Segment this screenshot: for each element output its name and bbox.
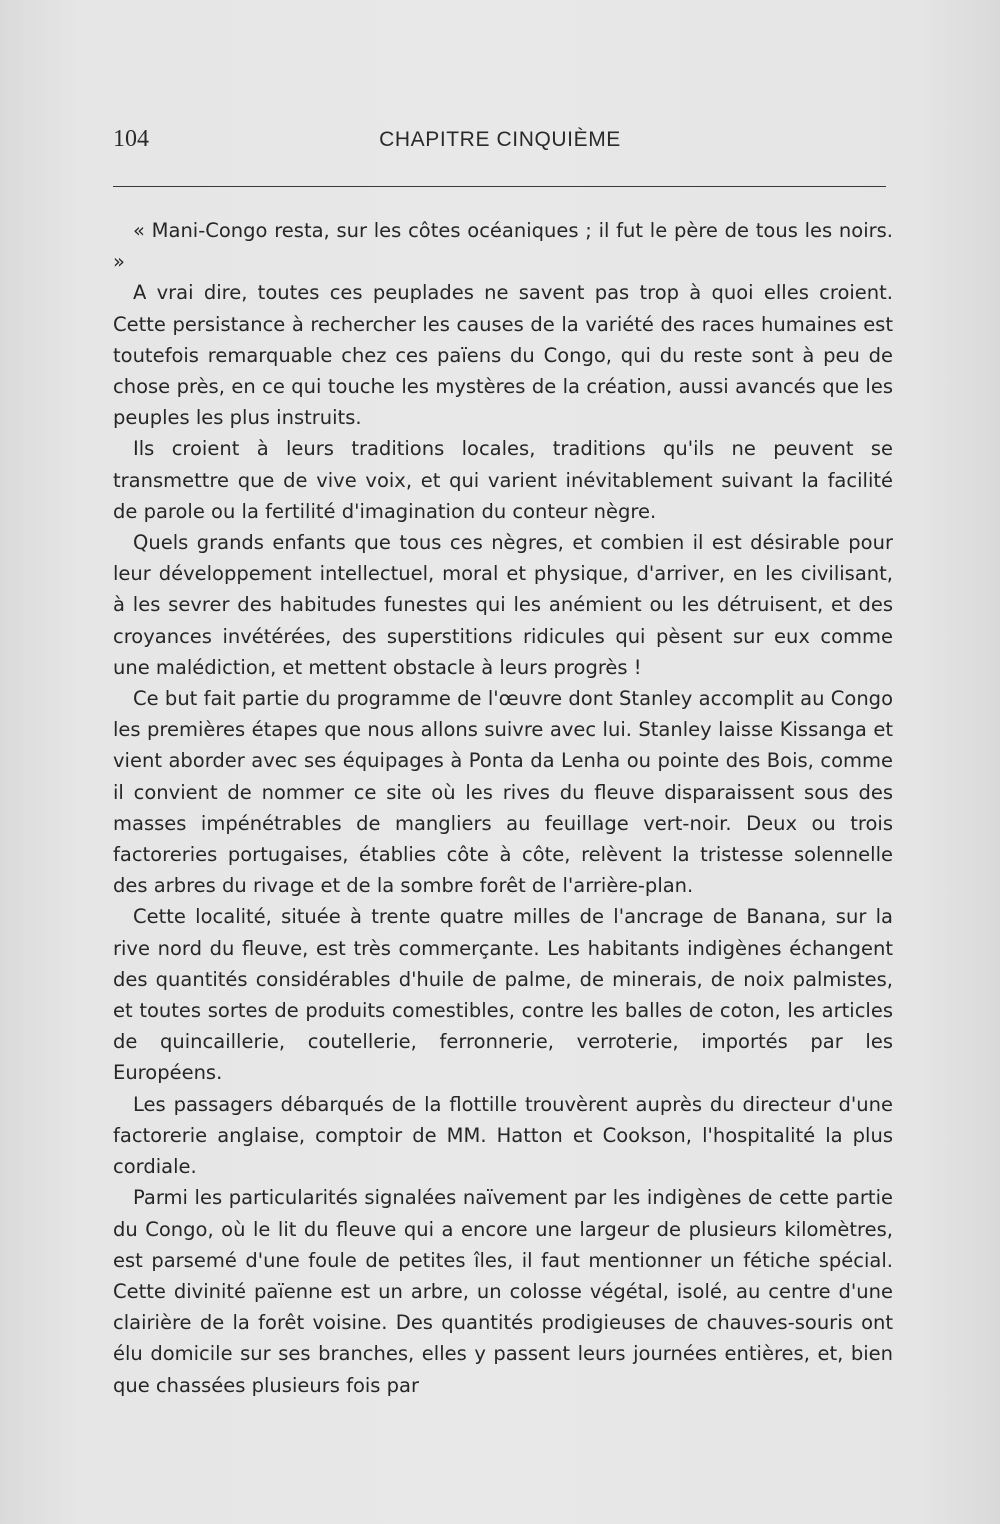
page-header	[113, 126, 887, 158]
paragraph: Parmi les particularités signalées naïvement par les indigènes de cette partie du Congo, où le lit du fleuve qui a encore une largeur de plusieurs kilomètres, est parsemé d'une foule de petites îles, il faut mentionner un fétiche spécial. Cette divinité païenne est un arbre, un colosse végétal, isolé, au centre d'une clairière de la forêt voisine. Des quantités prodigieuses de chauves-souris ont élu domicile sur ses branches, elles y passent leurs journées entières, et, bien que chassées plusieurs fois par	[113, 1186, 893, 1397]
page-number: 104	[113, 126, 149, 152]
paragraph: Quels grands enfants que tous ces nègres, et combien il est désirable pour leur développement intellectuel, moral et physique, d'arriver, en les civilisant, à les sevrer des habitudes funestes qui les anémient ou les détruisent, et des croyances invétérées, des superstitions ridicules qui pèsent sur eux comme une malédiction, et mettent obstacle à leurs progrès !	[113, 531, 893, 679]
header-rule	[113, 186, 886, 187]
body-text	[113, 215, 893, 1401]
paragraph: Ce but fait partie du programme de l'œuvre dont Stanley accomplit au Congo les premières étapes que nous allons suivre avec lui. Stanley laisse Kissanga et vient aborder avec ses équipages à Ponta da Lenha ou pointe des Bois, comme il convient de nommer ce site où les rives du fleuve disparaissent sous des masses impénétrables de mangliers au feuillage vert-noir. Deux ou trois factoreries portugaises, établies côte à côte, relèvent la tristesse solennelle des arbres du rivage et de la sombre forêt de l'arrière-plan.	[113, 687, 893, 898]
paragraph: Ils croient à leurs traditions locales, traditions qu'ils ne peuvent se transmettre que de vive voix, et qui varient inévitablement suivant la facilité de parole ou la fertilité d'imagination du conteur nègre.	[113, 437, 893, 523]
paragraph: Les passagers débarqués de la flottille trouvèrent auprès du directeur d'une factorerie anglaise, comptoir de MM. Hatton et Cookson, l'hospitalité la plus cordiale.	[113, 1092, 893, 1179]
running-head: CHAPITRE CINQUIÈME	[379, 128, 621, 151]
paragraph: A vrai dire, toutes ces peuplades ne savent pas trop à quoi elles croient. Cette persistance à rechercher les causes de la variété des races humaines est toutefois remarquable chez ces païens du Congo, qui du reste sont à peu de chose près, en ce qui touche les mystères de la création, aussi avancés que les peuples les plus instruits.	[113, 281, 893, 430]
paragraph: Cette localité, située à trente quatre milles de l'ancrage de Banana, sur la rive nord du fleuve, est très commerçante. Les habitants indigènes échangent des quantités considérables d'huile de palme, de minerais, de noix palmistes, et toutes sortes de produits comestibles, contre les balles de coton, les articles de quincaillerie, coutellerie, ferronnerie, verroterie, importés par les Européens.	[113, 905, 893, 1085]
paragraph: « Mani-Congo resta, sur les côtes océaniques ; il fut le père de tous les noirs. »	[113, 219, 893, 274]
